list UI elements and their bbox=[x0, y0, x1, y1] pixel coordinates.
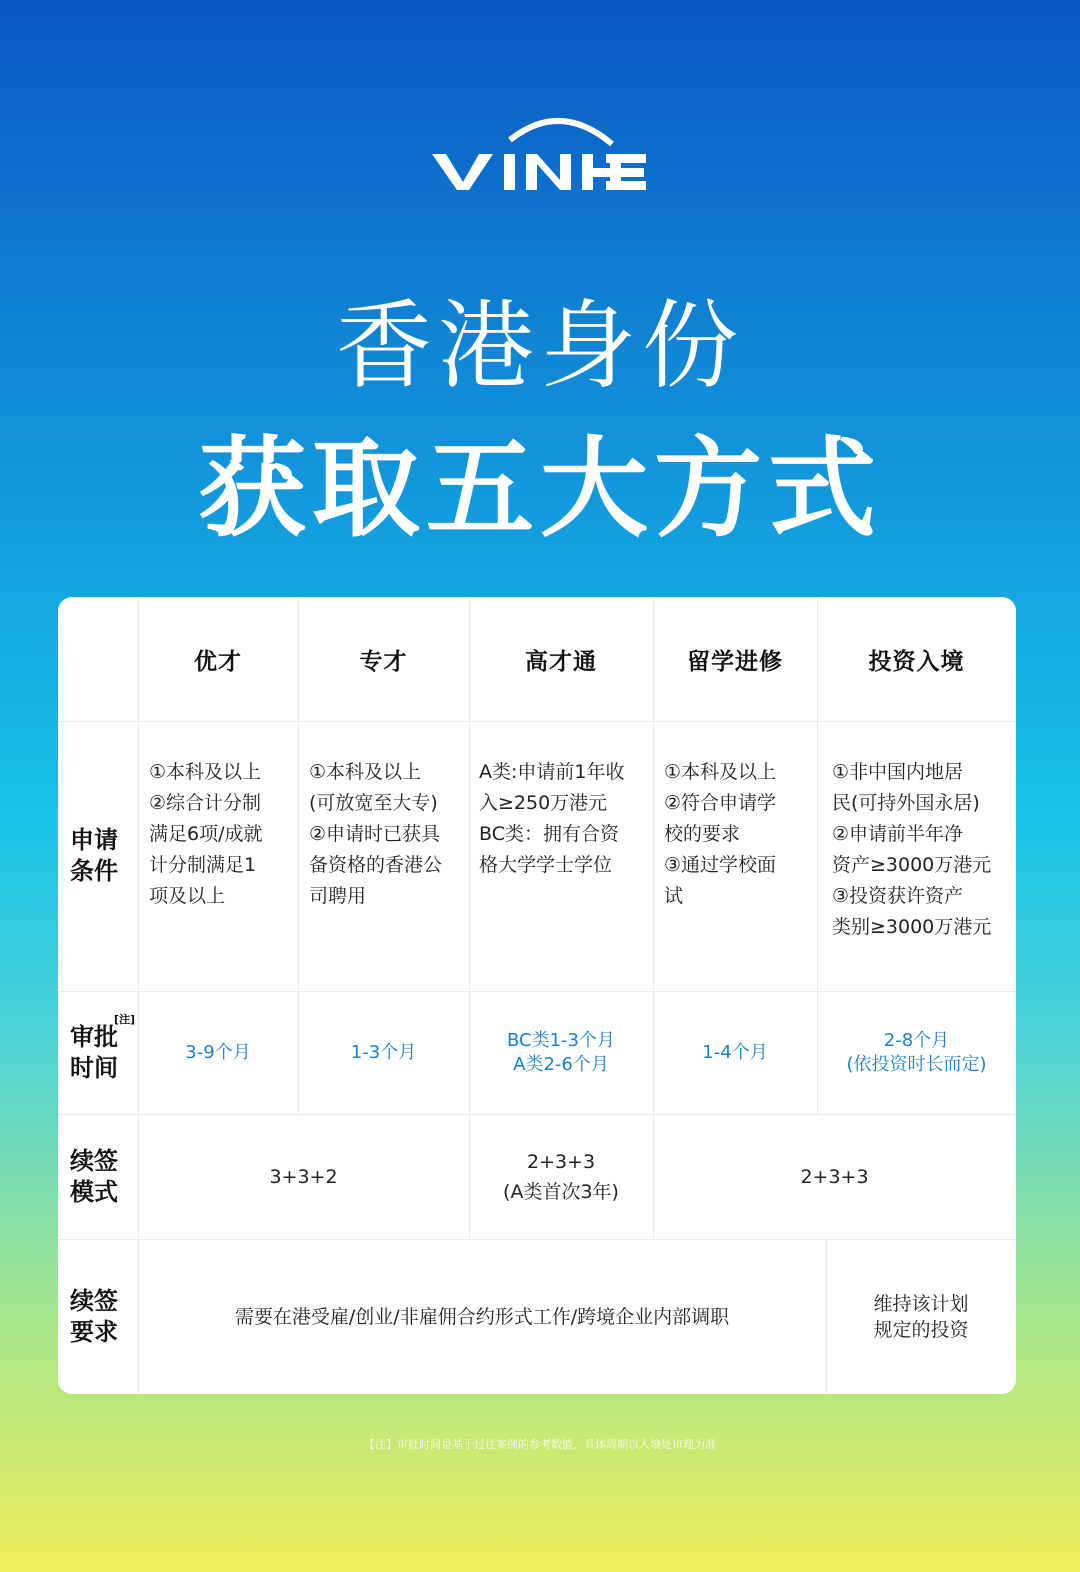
condition-study: ①本科及以上 ②符合申请学 校的要求 ③通过学校面 试 bbox=[664, 761, 777, 907]
row-label-renew-mode: 续签 模式 bbox=[70, 1146, 118, 1206]
approval-youcai: 3-9个月 bbox=[185, 1041, 251, 1063]
renew-req-general: 需要在港受雇/创业/非雇佣合约形式工作/跨境企业内部调职 bbox=[234, 1305, 730, 1328]
condition-zhuancai: ①本科及以上 (可放宽至大专) ②申请时已获具 备资格的香港公 司聘用 bbox=[309, 761, 443, 907]
renew-mode-study-investment: 2+3+3 bbox=[800, 1165, 869, 1188]
row-label-conditions: 申请 条件 bbox=[70, 826, 118, 885]
col-header-zhuancai: 专才 bbox=[359, 648, 408, 675]
approval-zhuancai: 1-3个月 bbox=[350, 1041, 417, 1063]
col-header-gaocaitong: 高才通 bbox=[525, 648, 597, 675]
yinhe-logo bbox=[0, 102, 1080, 202]
divider bbox=[58, 721, 1016, 722]
renew-req-investment: 维持该计划 规定的投资 bbox=[873, 1292, 969, 1341]
condition-youcai: ①本科及以上 ②综合计分制 满足6项/成就 计分制满足1 项及以上 bbox=[149, 761, 263, 907]
comparison-table bbox=[58, 597, 1016, 1394]
col-header-investment: 投资入境 bbox=[868, 648, 965, 675]
row-label-renew-req: 续签 要求 bbox=[70, 1286, 118, 1346]
approval-investment: 2-8个月 (依投资时长而定) bbox=[846, 1029, 987, 1075]
row-label-approval: 审批 时间 bbox=[70, 1022, 118, 1082]
approval-gaocaitong: BC类1-3个月 A类2-6个月 bbox=[507, 1029, 615, 1075]
page-title-line1: 香港身份 bbox=[336, 290, 744, 402]
approval-study: 1-4个月 bbox=[702, 1041, 768, 1063]
col-header-youcai: 优才 bbox=[194, 648, 242, 675]
renew-mode-youcai-zhuancai: 3+3+2 bbox=[269, 1165, 338, 1188]
page-title-line2: 获取五大方式 bbox=[197, 427, 882, 552]
approval-note-mark: [注] bbox=[114, 1013, 136, 1026]
condition-investment: ①非中国内地居 民(可持外国永居) ②申请前半年净 资产≥3000万港元 ③投资获许资产 类别≥3000万港元 bbox=[832, 761, 992, 938]
renew-mode-gaocaitong: 2+3+3 (A类首次3年) bbox=[503, 1150, 619, 1203]
footnote: 【注】审批时间是基于过往案例的参考数值，具体周期以入境处审理为准 bbox=[364, 1438, 716, 1451]
condition-gaocaitong: A类:申请前1年收 入≥250万港元 BC类：拥有合资 格大学学士学位 bbox=[479, 761, 625, 876]
col-header-study: 留学进修 bbox=[687, 648, 783, 675]
